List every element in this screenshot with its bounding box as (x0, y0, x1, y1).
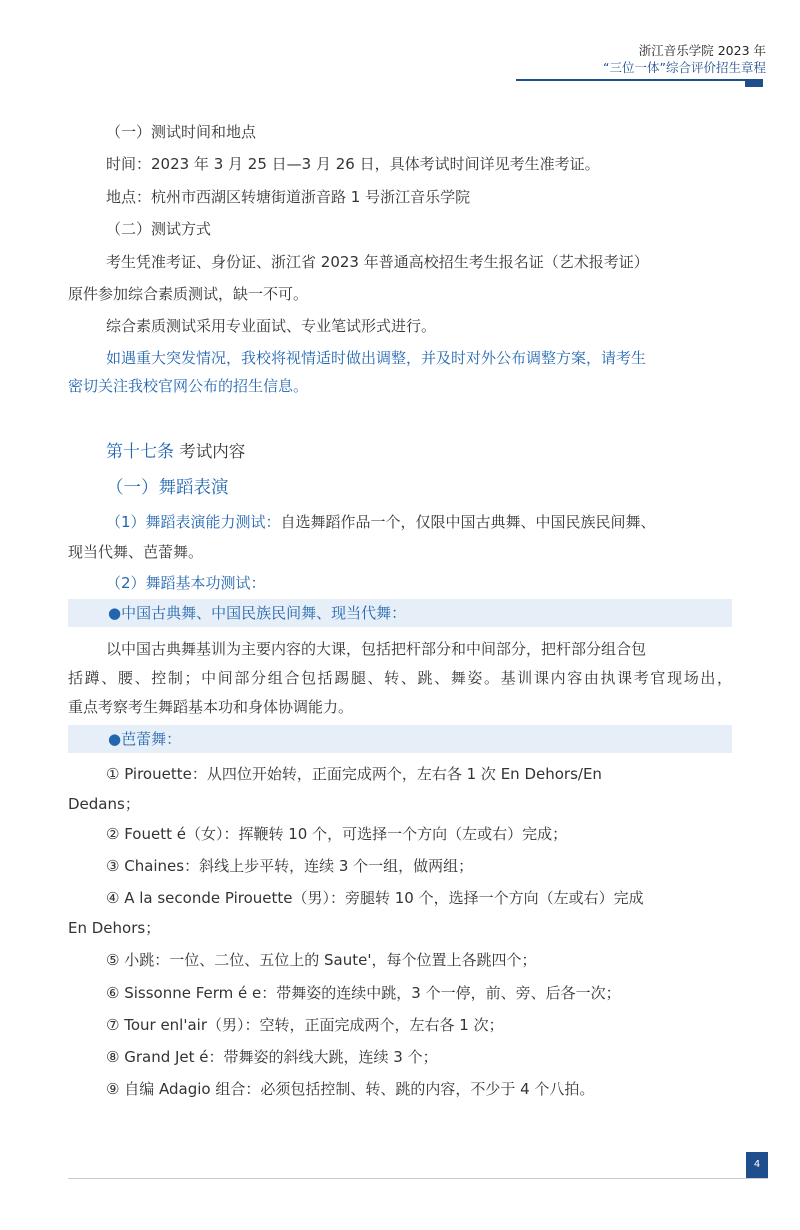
ballet-item-1-line1: ① Pirouette：从四位开始转，正面完成两个，左右各 1 次 En Dehors/En (106, 765, 602, 783)
dance-ability-test-line2: 现当代舞、芭蕾舞。 (68, 543, 204, 561)
ballet-item-9: ⑨ 自编 Adagio 组合：必须包括控制、转、跳的内容，不少于 4 个八拍。 (106, 1080, 595, 1098)
ballet-item-4-line1: ④ A la seconde Pirouette（男）：旁腿转 10 个，选择一个方向（左或右）完成 (106, 889, 644, 907)
category-band-ballet (68, 725, 732, 753)
header-tab-marker (745, 79, 763, 87)
page-number: 4 (746, 1152, 768, 1178)
ballet-item-6: ⑥ Sissonne Ferm é e：带舞姿的连续中跳，3 个一停，前、旁、后各一次； (106, 984, 621, 1002)
dance-section-heading: （一）舞蹈表演 (106, 478, 229, 498)
footer-rule (68, 1178, 768, 1179)
header-rule (516, 79, 763, 81)
category-band-classical-folk-modern (68, 599, 732, 627)
page-header (603, 42, 766, 76)
classical-paragraph-line1: 以中国古典舞基训为主要内容的大课，包括把杆部分和中间部分，把杆部分组合包 (106, 640, 647, 658)
ballet-item-1-line2: Dedans； (68, 795, 140, 813)
article-heading (106, 442, 245, 462)
ballet-item-3: ③ Chaines：斜线上步平转，连续 3 个一组，做两组； (106, 857, 474, 875)
ballet-item-8: ⑧ Grand Jet é：带舞姿的斜线大跳，连续 3 个； (106, 1048, 438, 1066)
ballet-item-7: ⑦ Tour enl'air（男）：空转，正面完成两个，左右各 1 次； (106, 1016, 504, 1034)
dance-ability-test-label: （1）舞蹈表演能力测试： (106, 513, 281, 531)
notice-line1: 如遇重大突发情况，我校将视情适时做出调整，并及时对外公布调整方案，请考生 (106, 349, 647, 367)
method-paragraph-line2: 原件参加综合素质测试，缺一不可。 (68, 285, 309, 303)
notice-line2: 密切关注我校官网公布的招生信息。 (68, 377, 309, 395)
dance-ability-test-text: 自选舞蹈作品一个，仅限中国古典舞、中国民族民间舞、 (280, 513, 656, 531)
ballet-item-4-line2: En Dehors； (68, 919, 161, 937)
section-title-time-place: （一）测试时间和地点 (106, 123, 257, 141)
classical-paragraph-line3: 重点考察考生舞蹈基本功和身体协调能力。 (68, 698, 354, 716)
category-band-label: ●芭蕾舞： (108, 730, 182, 748)
article-number: 第十七条 (106, 442, 174, 462)
exam-location: 地点：杭州市西湖区转塘街道浙音路 1 号浙江音乐学院 (106, 188, 471, 206)
method-paragraph-2: 综合素质测试采用专业面试、专业笔试形式进行。 (106, 317, 437, 335)
classical-paragraph-line2: 括蹲、腰、控制；中间部分组合包括踢腿、转、跳、舞姿。基训课内容由执课考官现场出， (68, 669, 732, 687)
method-paragraph-line1: 考生凭准考证、身份证、浙江省 2023 年普通高校招生考生报名证（艺术报考证） (106, 253, 649, 271)
header-document-title: “三位一体”综合评价招生章程 (603, 60, 766, 75)
dance-ability-test-line1 (106, 512, 656, 532)
ballet-item-5: ⑤ 小跳：一位、二位、五位上的 Saute'，每个位置上各跳四个； (106, 951, 537, 969)
section-title-method: （二）测试方式 (106, 220, 212, 238)
ballet-item-2: ② Fouett é（女）：挥鞭转 10 个，可选择一个方向（左或右）完成； (106, 825, 568, 843)
article-title: 考试内容 (179, 442, 246, 461)
exam-time: 时间：2023 年 3 月 25 日—3 月 26 日，具体考试时间详见考生准考证。 (106, 155, 600, 173)
header-institution: 浙江音乐学院 2023 年 (638, 43, 766, 58)
category-band-label: ●中国古典舞、中国民族民间舞、现当代舞： (108, 604, 407, 622)
dance-basic-skills-label: （2）舞蹈基本功测试： (106, 574, 266, 592)
